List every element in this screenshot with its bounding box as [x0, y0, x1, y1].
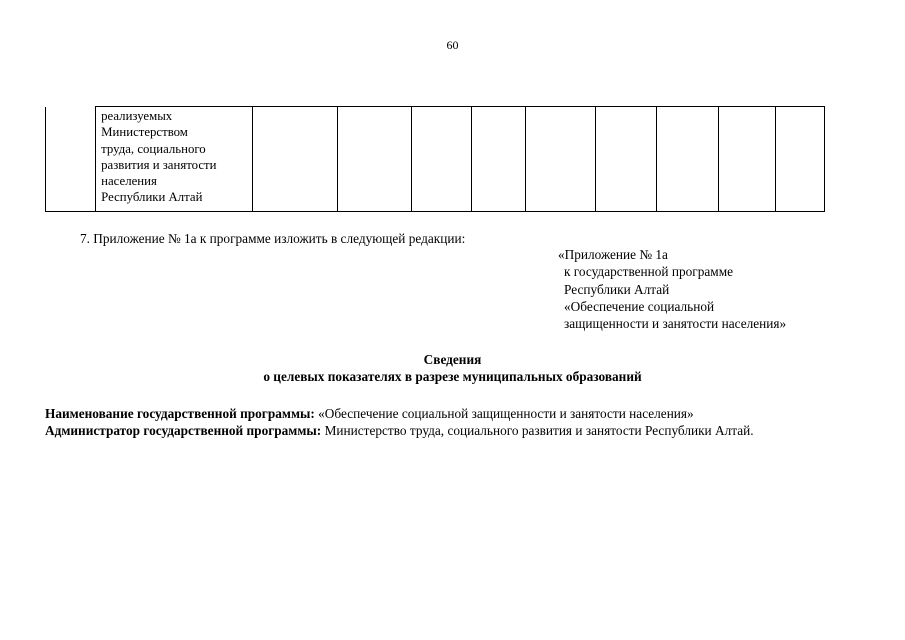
table-cell-empty [338, 107, 412, 212]
table-cell-empty [595, 107, 656, 212]
program-admin-label: Администратор государственной программы: [45, 423, 322, 438]
annex-line: «Обеспечение социальной [564, 298, 715, 314]
table-row [46, 107, 825, 212]
table-cell-empty [775, 107, 824, 212]
table-cell-line: развития и занятости [101, 157, 217, 172]
table-cell-number [46, 107, 96, 212]
indicators-table-continuation [45, 106, 825, 212]
annex-line: защищенности и занятости населения» [564, 316, 787, 332]
program-name-value: «Обеспечение социальной защищенности и занятости населения» [314, 406, 694, 421]
table-cell-empty [718, 107, 775, 212]
program-admin-value: Министерство труда, социального развития и занятости Республики Алтай. [321, 423, 754, 438]
table-cell-empty [525, 107, 595, 212]
section-subtitle: о целевых показателях в разрезе муниципальных образований [263, 369, 642, 384]
annex-header-block [558, 246, 786, 332]
program-name-line [45, 405, 843, 422]
program-admin-line [45, 422, 843, 439]
annex-line: «Приложение № 1а [558, 247, 668, 262]
table-cell-line: Министерством [101, 125, 188, 140]
table-cell-empty [656, 107, 718, 212]
table-cell-empty [411, 107, 471, 212]
annex-line: Республики Алтай [564, 281, 670, 297]
table-cell-empty [252, 107, 338, 212]
program-name-label: Наименование государственной программы: [45, 406, 315, 421]
table-cell-line: реализуемых [101, 109, 173, 123]
table-cell-text [96, 107, 251, 206]
table-cell-line: труда, социального [101, 141, 206, 156]
page-number: 60 [446, 38, 459, 52]
table-cell-line: населения [101, 174, 157, 189]
table-cell-line: Республики Алтай [101, 190, 203, 205]
section-title: Сведения [423, 352, 482, 367]
annex-line: к государственной программе [564, 264, 734, 280]
table-cell-empty [471, 107, 525, 212]
amendment-item-text: 7. Приложение № 1а к программе изложить в следующей редакции: [80, 231, 466, 246]
table-cell-description [96, 107, 252, 212]
